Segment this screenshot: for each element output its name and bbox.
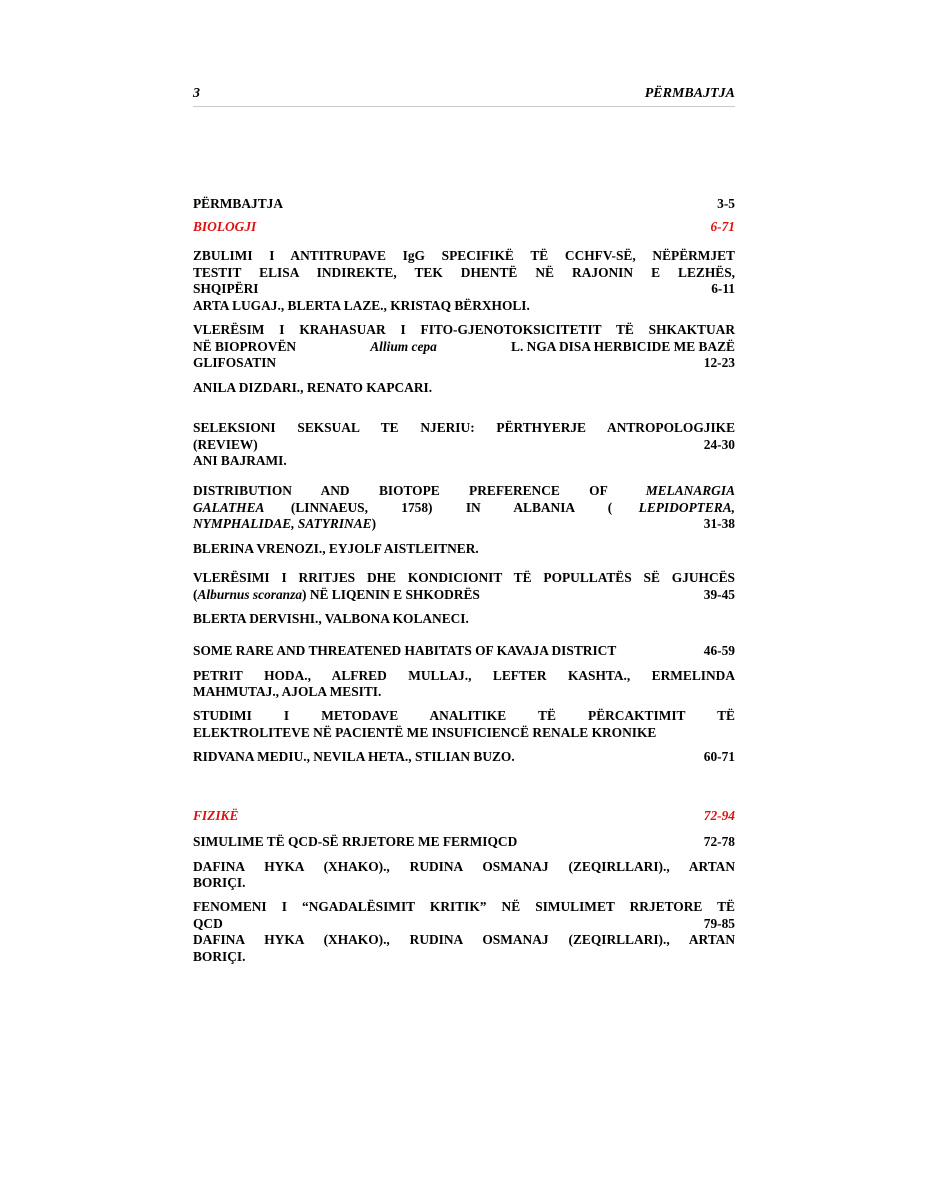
page	[193, 86, 735, 964]
authors: ARTA LUGAJ., BLERTA LAZE., KRISTAQ BËRXHOLI.	[193, 297, 530, 313]
toc-entry-5[interactable]: VLERËSIMI I RRITJES DHE KONDICIONIT TË POPULLATËS SË GJUHCËS (Alburnus scoranza) NË LIQENIN E SHKODRËS 39-45 BLERTA DERVISHI., VALBONA KOLANECI.	[193, 570, 735, 626]
authors: ANI BAJRAMI.	[193, 453, 287, 468]
authors: BORIÇI.	[193, 875, 246, 890]
authors: RIDVANA MEDIU., NEVILA HETA., STILIAN BUZO.	[193, 749, 515, 764]
toc-entry-9[interactable]: FENOMENI I “NGADALËSIMIT KRITIK” NË SIMULIMET RRJETORE TË QCD 79-85 DAFINA HYKA (XHAKO)., RUDINA OSMANAJ (ZEQIRLLARI)., ARTAN BORIÇI.	[193, 899, 735, 964]
toc-entry-1[interactable]: ZBULIMI I ANTITRUPAVE IgG SPECIFIKË TË CCHFV-SË, NËPËRMJET TESTIT ELISA INDIREKTE, TEK DHENTË NË RAJONIN E LEZHËS, SHQIPËRI 6-11 ARTA LUGAJ., BLERTA LAZE., KRISTAQ BËRXHOLI.	[193, 248, 735, 313]
toc-title-row: PËRMBAJTJA 3-5	[193, 196, 735, 211]
authors: PETRIT HODA., ALFRED MULLAJ., LEFTER KASHTA., ERMELINDA	[193, 667, 735, 683]
toc-entry-3[interactable]: SELEKSIONI SEKSUAL TE NJERIU: PËRTHYERJE ANTROPOLOGJIKE (REVIEW) 24-30 ANI BAJRAMI.	[193, 420, 735, 468]
authors: BORIÇI.	[193, 948, 246, 964]
page-number: 3	[193, 86, 200, 101]
authors: ANILA DIZDARI., RENATO KAPCARI.	[193, 379, 433, 395]
authors: DAFINA HYKA (XHAKO)., RUDINA OSMANAJ (ZEQIRLLARI)., ARTAN	[193, 858, 735, 874]
toc-entry-2[interactable]: VLERËSIM I KRAHASUAR I FITO-GJENOTOKSICITETIT TË SHKAKTUAR NË BIOPROVËN Allium cepa L. NGA DISA HERBICIDE ME BAZË GLIFOSATIN 12-23 ANILA DIZDARI., RENATO KAPCARI.	[193, 322, 735, 395]
toc-entry-8[interactable]: SIMULIME TË QCD-SË RRJETORE ME FERMIQCD 72-78 DAFINA HYKA (XHAKO)., RUDINA OSMANAJ (ZEQIRLLARI)., ARTAN BORIÇI.	[193, 834, 735, 890]
running-head	[193, 86, 735, 107]
toc-entry-6[interactable]: SOME RARE AND THREATENED HABITATS OF KAVAJA DISTRICT 46-59 PETRIT HODA., ALFRED MULLAJ., LEFTER KASHTA., ERMELINDA MAHMUTAJ., AJOLA MESITI.	[193, 643, 735, 699]
authors: BLERINA VRENOZI., EYJOLF AISTLEITNER.	[193, 540, 479, 556]
authors: DAFINA HYKA (XHAKO)., RUDINA OSMANAJ (ZEQIRLLARI)., ARTAN	[193, 932, 735, 947]
authors: BLERTA DERVISHI., VALBONA KOLANECI.	[193, 611, 469, 626]
running-title: PËRMBAJTJA	[644, 86, 735, 101]
toc-entry-7[interactable]: STUDIMI I METODAVE ANALITIKE TË PËRCAKTIMIT TË ELEKTROLITEVE NË PACIENTË ME INSUFICIENCË RENALE KRONIKE RIDVANA MEDIU., NEVILA HETA., STILIAN BUZO. 60-71	[193, 708, 735, 764]
section-biologji: BIOLOGJI 6-71	[193, 219, 735, 234]
toc-entry-4[interactable]: DISTRIBUTION AND BIOTOPE PREFERENCE OF MELANARGIA GALATHEA (LINNAEUS, 1758) IN ALBANIA ( LEPIDOPTERA, NYMPHALIDAE, SATYRINAE) 31-38 BLERINA VRENOZI., EYJOLF AISTLEITNER.	[193, 483, 735, 556]
authors: MAHMUTAJ., AJOLA MESITI.	[193, 684, 382, 699]
section-fizike: FIZIKË 72-94	[193, 808, 735, 823]
